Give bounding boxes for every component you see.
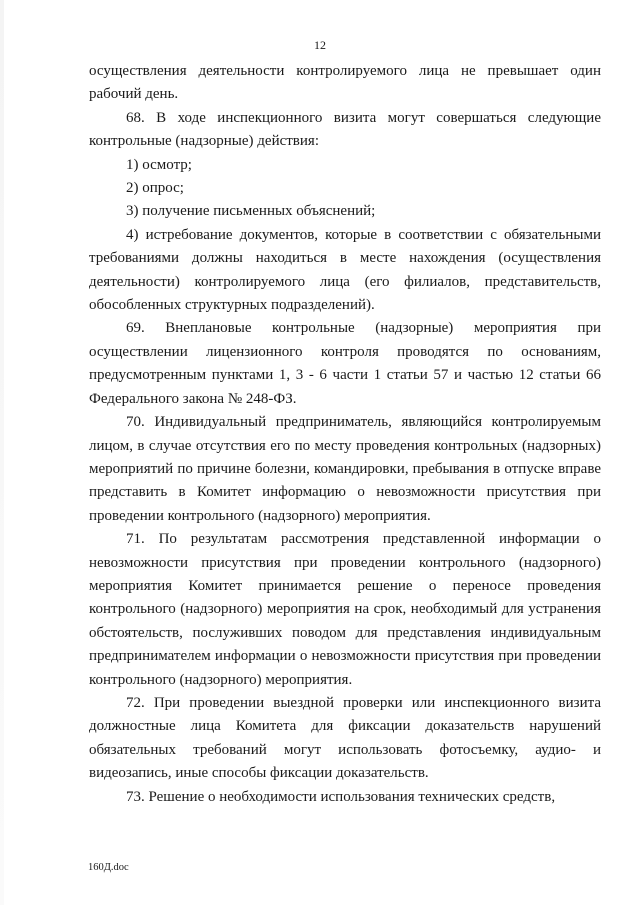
paragraph-68: 68. В ходе инспекционного визита могут совершаться следующие контрольные (надзорные) действия: <box>89 109 601 150</box>
page-number: 12 <box>314 38 326 52</box>
scan-edge <box>0 0 4 905</box>
paragraph-71: 71. По результатам рассмотрения представленной информации о невозможности присутствия при проведении контрольного (надзорного) мероприятия Комитет принимается решение о переносе проведения контрольного (надзорного) мероприятия на срок, необходимый для устранения обстоятельств, послуживших поводом для представления индивидуальным предпринимателем информации о невозможности присутствия при проведении контрольного (надзорного) мероприятия. <box>89 531 601 688</box>
document-body <box>89 60 601 809</box>
list-item-4: 4) истребование документов, которые в соответствии с обязательными требованиями должны находиться в месте нахождения (осуществления деятельности) контролируемого лица (его филиалов, представительств, обособленных структурных подразделений). <box>89 226 601 314</box>
paragraph-73: 73. Решение о необходимости использования технических средств, <box>126 788 556 805</box>
paragraph-72: 72. При проведении выездной проверки или инспекционного визита должностные лица Комитета для фиксации доказательств нарушений обязательных требований могут использовать фотосъемку, аудио- и видеозапись, иные способы фиксации доказательств. <box>89 694 601 782</box>
list-item-1: 1) осмотр; <box>126 156 192 173</box>
file-name-footer: 160Д.doc <box>88 862 129 873</box>
paragraph-70: 70. Индивидуальный предприниматель, являющийся контролируемым лицом, в случае отсутствия его по месту проведения контрольных (надзорных) мероприятий по причине болезни, командировки, пребывания в отпуске вправе представить в Комитет информацию о невозможности присутствия при проведении контрольного (надзорного) мероприятия. <box>89 414 601 524</box>
list-item-3: 3) получение письменных объяснений; <box>126 203 376 220</box>
paragraph-continuation: осуществления деятельности контролируемого лица не превышает один рабочий день. <box>89 63 601 103</box>
list-item-2: 2) опрос; <box>126 180 184 197</box>
paragraph-69: 69. Внеплановые контрольные (надзорные) мероприятия при осуществлении лицензионного контроля проводятся по основаниям, предусмотренным пунктами 1, 3 - 6 части 1 статьи 57 и частью 12 статьи 66 Федерального закона № 248-ФЗ. <box>89 320 601 407</box>
